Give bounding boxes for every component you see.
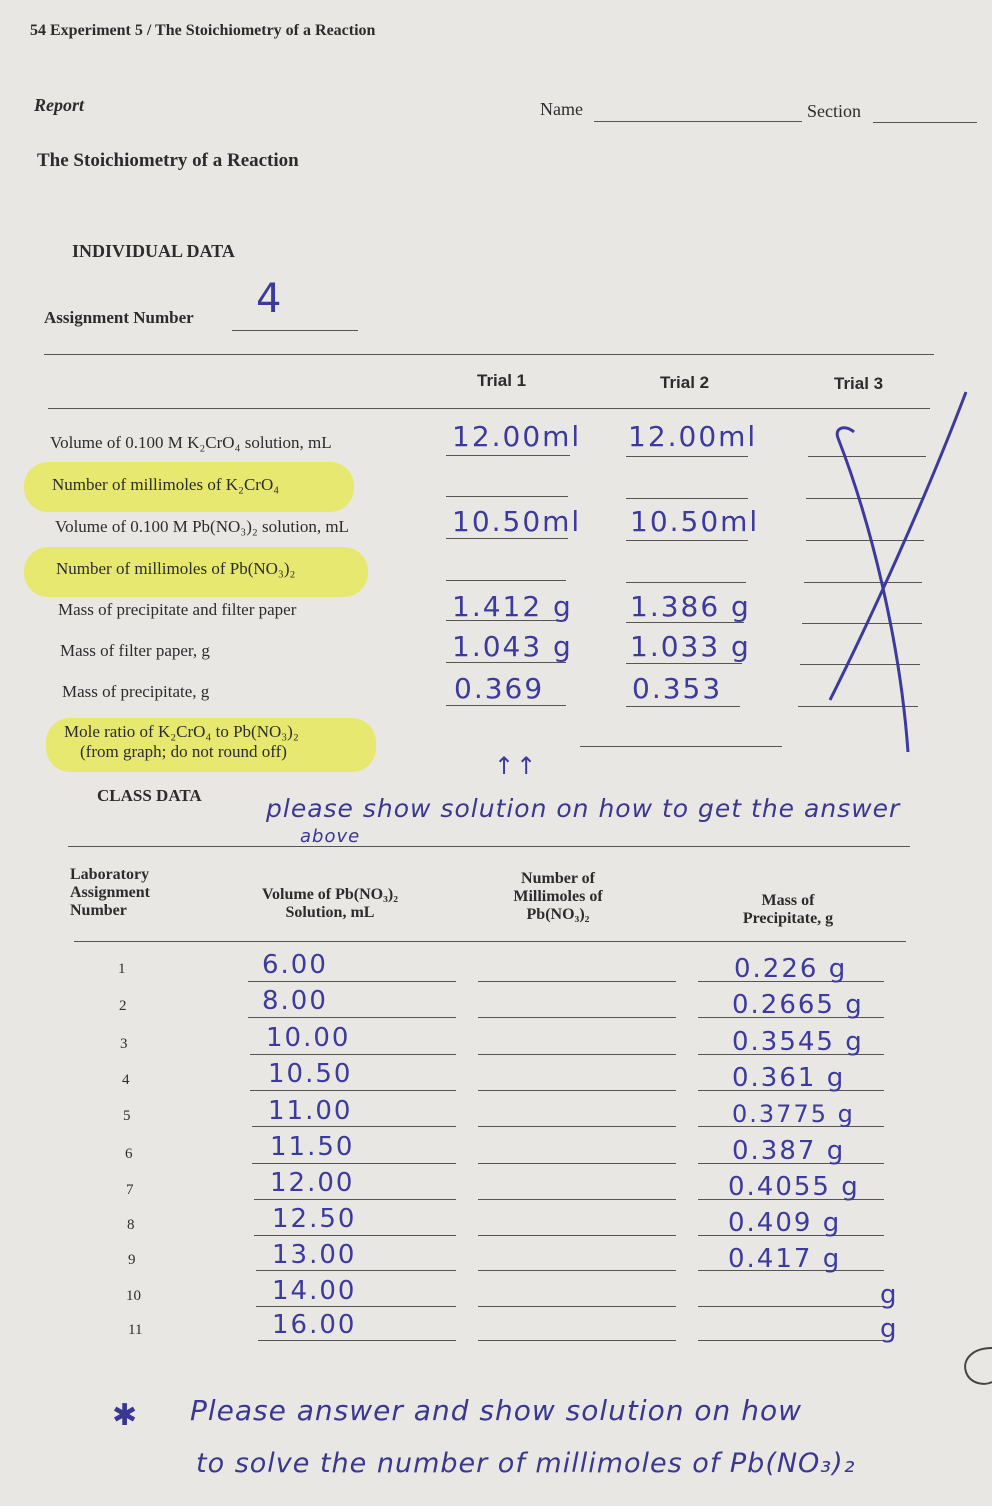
trial-1-header: Trial 1 bbox=[477, 371, 527, 390]
class-vol-9: 13.00 bbox=[272, 1240, 357, 1270]
class-vol-2: 8.00 bbox=[262, 986, 328, 1016]
row-label-mass-ppt: Mass of precipitate, g bbox=[62, 682, 210, 701]
class-vol-10: 14.00 bbox=[272, 1276, 357, 1306]
note-2-star: ✱ bbox=[112, 1398, 139, 1433]
note-2-line-2: to solve the number of millimoles of Pb(NO₃)₂ bbox=[196, 1448, 856, 1479]
note-1-line-2: above bbox=[300, 826, 361, 847]
class-vol-11: 16.00 bbox=[272, 1310, 357, 1340]
class-vol-8: 12.50 bbox=[272, 1204, 357, 1234]
t2-vol-k2cro4: 12.00ml bbox=[628, 420, 758, 453]
class-vol-4: 10.50 bbox=[268, 1059, 353, 1089]
class-mass-7: 0.4055 g bbox=[728, 1172, 860, 1202]
section-label: Section bbox=[807, 101, 861, 121]
note-2-line-1: Please answer and show solution on how bbox=[190, 1394, 802, 1427]
class-mass-5: 0.3775 g bbox=[732, 1100, 855, 1128]
class-row-num-11: 11 bbox=[128, 1322, 143, 1338]
page-header-text: 54 Experiment 5 / The Stoichiometry of a Reaction bbox=[30, 22, 376, 39]
class-row-num-9: 9 bbox=[128, 1252, 136, 1268]
t2-mass-ppt: 0.353 bbox=[632, 672, 723, 705]
arrow-marks: ↑↑ bbox=[494, 752, 539, 780]
row-label-mass-filter: Mass of filter paper, g bbox=[60, 641, 210, 660]
t2-mass-filter: 1.033 g bbox=[630, 630, 751, 663]
class-mass-4: 0.361 g bbox=[732, 1063, 846, 1093]
t1-mass-filter: 1.043 g bbox=[452, 630, 573, 663]
class-row-num-10: 10 bbox=[126, 1288, 141, 1304]
name-label: Name bbox=[540, 99, 583, 119]
class-row-num-7: 7 bbox=[126, 1182, 134, 1198]
t2-mass-ppt-filter: 1.386 g bbox=[630, 590, 751, 623]
class-mass-11: g bbox=[880, 1314, 899, 1344]
assignment-number-label: Assignment Number bbox=[44, 308, 194, 327]
row-label-mass-ppt-filter: Mass of precipitate and filter paper bbox=[58, 600, 297, 619]
trial-3-header: Trial 3 bbox=[834, 374, 884, 393]
class-vol-1: 6.00 bbox=[262, 950, 328, 980]
class-row-num-1: 1 bbox=[118, 961, 126, 977]
t1-mass-ppt: 0.369 bbox=[454, 672, 545, 705]
col-header-assignment: Laboratory Assignment Number bbox=[70, 866, 151, 919]
class-row-num-3: 3 bbox=[120, 1036, 128, 1052]
t1-vol-k2cro4: 12.00ml bbox=[452, 420, 582, 453]
page-title: The Stoichiometry of a Reaction bbox=[37, 150, 299, 171]
row-label-vol-k2cro4: Volume of 0.100 M K₂CrO₄ solution, mL bbox=[50, 433, 332, 452]
class-mass-1: 0.226 g bbox=[734, 954, 848, 984]
row-label-mole-ratio-2: (from graph; do not round off) bbox=[80, 742, 287, 761]
class-row-num-5: 5 bbox=[123, 1108, 131, 1124]
class-vol-3: 10.00 bbox=[266, 1023, 351, 1053]
row-label-mmol-k2cro4: Number of millimoles of K₂CrO₄ bbox=[52, 475, 280, 494]
note-1-line-1: please show solution on how to get the answer bbox=[266, 794, 901, 823]
row-label-vol-pbno3: Volume of 0.100 M Pb(NO₃)₂ solution, mL bbox=[55, 517, 349, 536]
class-data-heading: CLASS DATA bbox=[97, 786, 202, 805]
t1-mass-ppt-filter: 1.412 g bbox=[452, 590, 573, 623]
class-mass-10: g bbox=[880, 1280, 899, 1310]
col-header-volume: Volume of Pb(NO₃)₂ Solution, mL bbox=[261, 886, 399, 921]
class-vol-5: 11.00 bbox=[268, 1096, 353, 1126]
class-mass-3: 0.3545 g bbox=[732, 1027, 864, 1057]
class-row-num-2: 2 bbox=[119, 998, 127, 1014]
trial-2-header: Trial 2 bbox=[660, 373, 710, 392]
row-label-mole-ratio-1: Mole ratio of K₂CrO₄ to Pb(NO₃)₂ bbox=[64, 722, 299, 741]
class-mass-8: 0.409 g bbox=[728, 1208, 842, 1238]
class-mass-9: 0.417 g bbox=[728, 1244, 842, 1274]
individual-data-heading: INDIVIDUAL DATA bbox=[72, 241, 235, 261]
t1-vol-pbno3: 10.50ml bbox=[452, 505, 582, 538]
class-mass-6: 0.387 g bbox=[732, 1136, 846, 1166]
class-vol-7: 12.00 bbox=[270, 1168, 355, 1198]
class-vol-6: 11.50 bbox=[270, 1132, 355, 1162]
row-label-mmol-pbno3: Number of millimoles of Pb(NO₃)₂ bbox=[56, 559, 296, 578]
assignment-number-value: 4 bbox=[256, 276, 284, 322]
t2-vol-pbno3: 10.50ml bbox=[630, 505, 760, 538]
class-row-num-6: 6 bbox=[125, 1146, 133, 1162]
report-label: Report bbox=[34, 95, 85, 115]
class-row-num-4: 4 bbox=[122, 1072, 130, 1088]
class-row-num-8: 8 bbox=[127, 1217, 135, 1233]
col-header-millimoles: Number of Millimoles of Pb(NO₃)₂ bbox=[513, 870, 603, 923]
col-header-mass: Mass of Precipitate, g bbox=[742, 892, 834, 927]
class-mass-2: 0.2665 g bbox=[732, 990, 864, 1020]
